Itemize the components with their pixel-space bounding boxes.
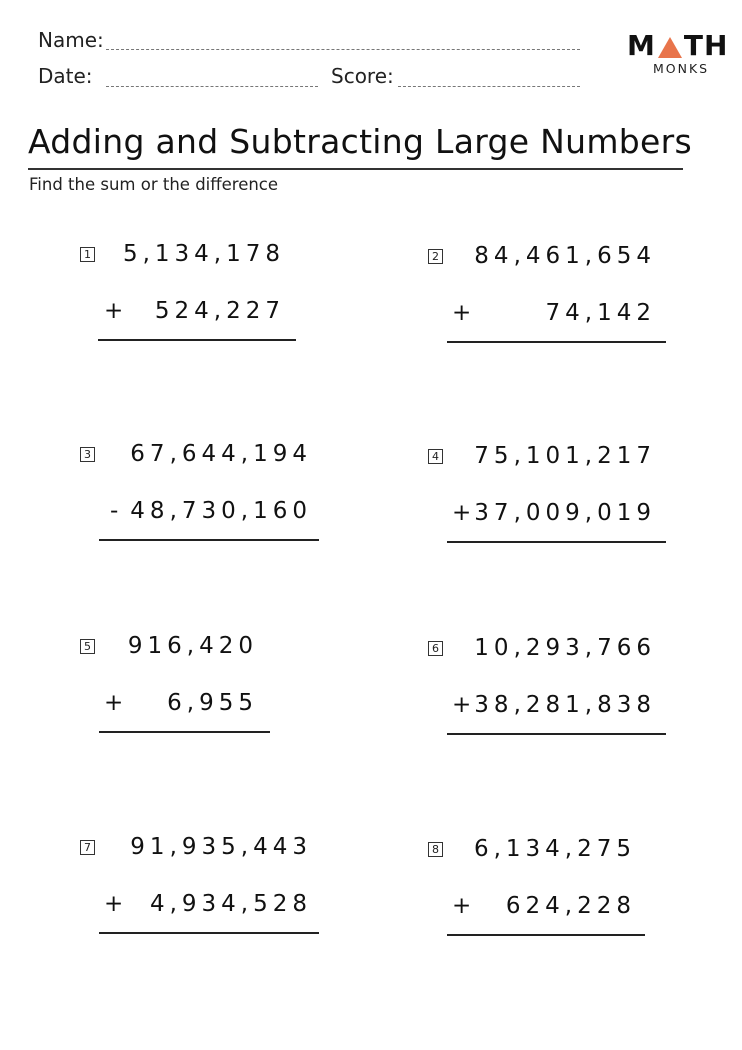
problem-8: [428, 836, 646, 946]
bottom-operand: 524,227: [154, 298, 285, 324]
answer-line[interactable]: [99, 539, 319, 541]
bottom-operand: 48,730,160: [130, 498, 312, 524]
logo-letter-m: M: [627, 29, 656, 62]
operator: +: [452, 300, 472, 326]
math-monks-logo: [627, 29, 729, 62]
problem-number: 7: [80, 840, 95, 855]
bottom-operand: 38,281,838: [474, 692, 656, 718]
top-operand: 84,461,654: [474, 243, 656, 269]
problem-3: [80, 441, 320, 551]
operator: +: [104, 690, 124, 716]
top-operand: 91,935,443: [130, 834, 312, 860]
answer-line[interactable]: [99, 932, 319, 934]
score-label: Score:: [331, 64, 394, 88]
problem-2: [428, 243, 666, 353]
problem-1: [80, 241, 295, 351]
date-field[interactable]: [106, 86, 318, 87]
problem-number: 1: [80, 247, 95, 262]
operator: -: [110, 498, 119, 524]
problem-number: 6: [428, 641, 443, 656]
bottom-operand: 74,142: [545, 300, 656, 326]
operator: +: [104, 298, 124, 324]
operator: +: [452, 893, 472, 919]
operator: +: [104, 891, 124, 917]
top-operand: 6,134,275: [473, 836, 636, 862]
top-operand: 5,134,178: [122, 241, 285, 267]
logo-triangle-icon: [658, 37, 682, 58]
date-label: Date:: [38, 64, 93, 88]
top-operand: 67,644,194: [130, 441, 312, 467]
bottom-operand: 4,934,528: [149, 891, 312, 917]
name-field[interactable]: [106, 49, 580, 50]
bottom-operand: 37,009,019: [474, 500, 656, 526]
answer-line[interactable]: [447, 541, 666, 543]
answer-line[interactable]: [447, 934, 645, 936]
problem-number: 3: [80, 447, 95, 462]
operator: +: [452, 500, 472, 526]
page-title: Adding and Subtracting Large Numbers: [28, 122, 693, 161]
top-operand: 10,293,766: [474, 635, 656, 661]
name-label: Name:: [38, 28, 104, 52]
operator: +: [452, 692, 472, 718]
top-operand: 75,101,217: [474, 443, 656, 469]
answer-line[interactable]: [99, 731, 270, 733]
bottom-operand: 6,955: [167, 690, 258, 716]
instructions: Find the sum or the difference: [29, 175, 279, 194]
problem-7: [80, 834, 320, 944]
problem-number: 4: [428, 449, 443, 464]
top-operand: 916,420: [127, 633, 258, 659]
score-field[interactable]: [398, 86, 580, 87]
problem-4: [428, 443, 666, 553]
title-divider: [28, 168, 683, 170]
answer-line[interactable]: [447, 733, 666, 735]
problem-6: [428, 635, 666, 745]
problem-number: 2: [428, 249, 443, 264]
problem-5: [80, 633, 270, 743]
problem-number: 8: [428, 842, 443, 857]
logo-subtitle: MONKS: [653, 61, 710, 76]
logo-letters-th: TH: [683, 29, 729, 62]
problem-number: 5: [80, 639, 95, 654]
answer-line[interactable]: [98, 339, 296, 341]
answer-line[interactable]: [447, 341, 666, 343]
bottom-operand: 624,228: [505, 893, 636, 919]
